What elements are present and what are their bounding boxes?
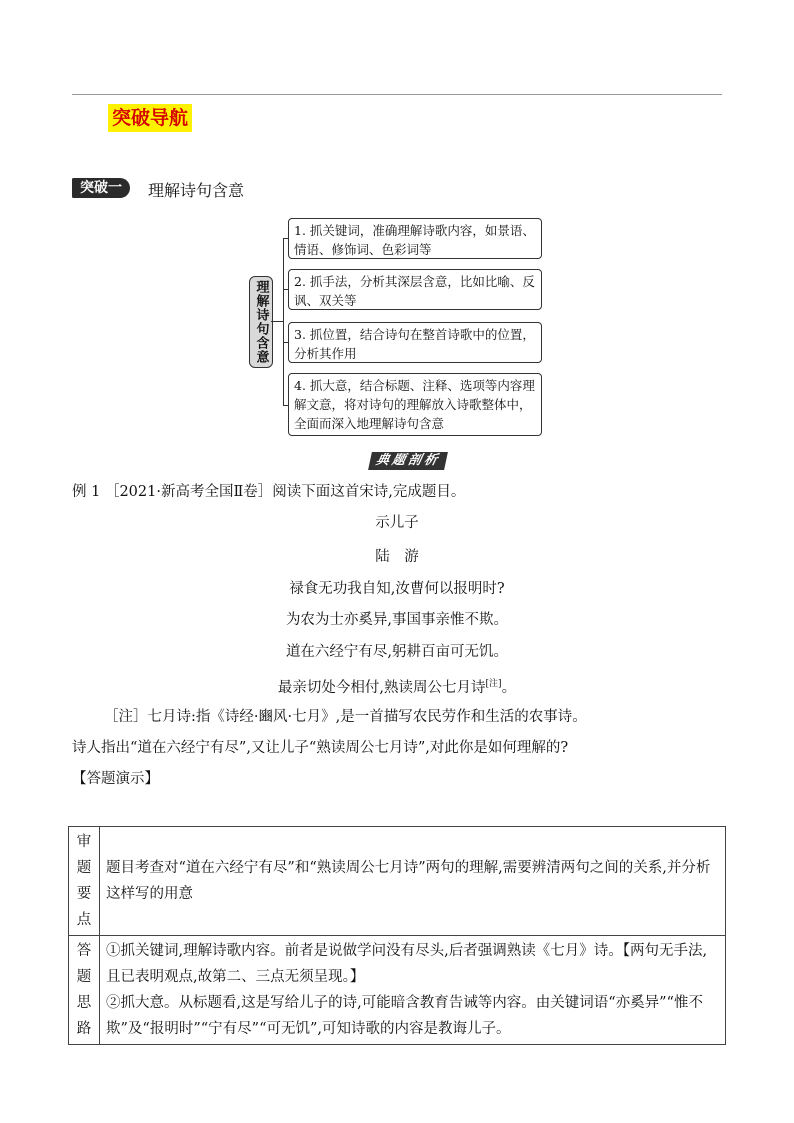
section-subtitle: 理解诗句含意 xyxy=(148,181,245,200)
table-row xyxy=(69,827,726,936)
table-row xyxy=(69,936,726,1045)
approach-point-2: ②抓大意。从标题看,这是写给儿子的诗,可能暗含教育告诫等内容。由关键词语“亦奚异”“惟不欺”及“报明时”“宁有尽”“可无饥”,可知诗歌的内容是教诲儿子。 xyxy=(106,995,703,1037)
section-title: 突破导航 xyxy=(108,104,192,132)
note-marker: [注] xyxy=(485,679,502,689)
example-intro: 例 1 ［2021·新高考全国Ⅱ卷］阅读下面这首宋诗,完成题目。 xyxy=(72,484,466,500)
poem-line-4-end: 。 xyxy=(501,679,517,696)
header-rule xyxy=(72,94,722,95)
row-head-approach: 答题思路 xyxy=(69,936,100,1045)
poem-note: ［注］七月诗:指《诗经·豳风·七月》,是一首描写农民劳作和生活的农事诗。 xyxy=(104,709,587,725)
poem-title: 示儿子 xyxy=(375,515,419,531)
poem-line-4 xyxy=(0,673,794,699)
mindmap-item-4: 4. 抓大意，结合标题、注释、选项等内容理解文意，将对诗句的理解放入诗歌整体中，全面而深入地理解诗句含意 xyxy=(288,373,542,436)
poem-line-1: 禄食无功我自知,汝曹何以报明时? xyxy=(289,581,505,597)
row-body-approach xyxy=(100,936,726,1045)
question-text: 诗人指出“道在六经宁有尽”,又让儿子“熟读周公七月诗”,对此你是如何理解的? xyxy=(72,740,569,756)
mindmap-connector xyxy=(271,321,283,322)
row-head-review: 审题要点 xyxy=(69,827,100,936)
mindmap-item-2: 2. 抓手法，分析其深层含意，比如比喻、反讽、双关等 xyxy=(288,269,542,310)
poem-author: 陆 游 xyxy=(375,549,419,565)
mindmap-item-1: 1. 抓关键词，准确理解诗歌内容，如景语、情语、修饰词、色彩词等 xyxy=(288,218,542,259)
breakthrough-badge: 突破一 xyxy=(72,178,130,198)
answer-demo-label: 【答题演示】 xyxy=(72,771,159,787)
answer-table xyxy=(68,826,726,1045)
poem-line-3: 道在六经宁有尽,躬耕百亩可无饥。 xyxy=(285,644,509,660)
poem-line-2: 为农为士亦奚异,事国事亲惟不欺。 xyxy=(285,612,509,628)
typical-question-banner: 典题剖析 xyxy=(368,452,448,470)
poem-line-4-text: 最亲切处今相付,熟读周公七月诗 xyxy=(277,679,486,696)
row-body-review: 题目考查对“道在六经宁有尽”和“熟读周公七月诗”两句的理解,需要辨清两句之间的关系,并分析这样写的用意 xyxy=(100,827,726,936)
mindmap-root: 理解诗句含意 xyxy=(249,276,273,368)
mindmap-bracket xyxy=(283,238,284,405)
approach-point-1: ①抓关键词,理解诗歌内容。前者是说做学问没有尽头,后者强调熟读《七月》诗。【两句无手法,且已表明观点,故第二、三点无须呈现。】 xyxy=(106,943,708,985)
mindmap-item-3: 3. 抓位置，结合诗句在整首诗歌中的位置，分析其作用 xyxy=(288,322,542,363)
